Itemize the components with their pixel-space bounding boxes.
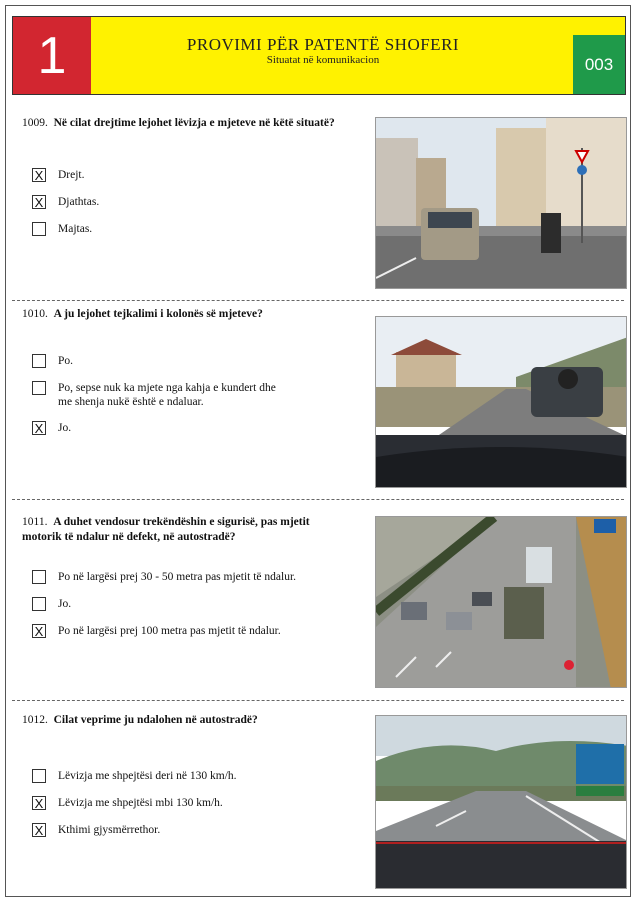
answer-label: Djathtas. (58, 196, 100, 208)
question-text: A ju lejohet tejkalimi i kolonës së mjeteve? (53, 308, 263, 320)
question-1012 (22, 714, 258, 726)
page-code-badge: 003 (573, 35, 625, 94)
answer-label: Jo. (58, 422, 72, 434)
answer-checkbox[interactable]: X (32, 168, 46, 182)
answer-option[interactable] (32, 381, 292, 409)
question-text: Cilat veprime ju ndalohen në autostradë? (53, 714, 258, 726)
section-divider (12, 300, 624, 301)
chapter-number: 1 (13, 17, 91, 94)
answer-option[interactable] (32, 624, 281, 638)
answer-checkbox[interactable] (32, 570, 46, 584)
answer-option[interactable] (32, 421, 71, 435)
answer-label: Drejt. (58, 169, 85, 181)
answer-option[interactable] (32, 597, 71, 611)
answer-option[interactable] (32, 823, 160, 837)
answer-label: Po, sepse nuk ka mjete nga kahja e kundert dhe me shenja nukë është e ndaluar. (58, 382, 276, 408)
answer-checkbox[interactable] (32, 222, 46, 236)
answer-checkbox[interactable] (32, 354, 46, 368)
question-photo-rural-road (375, 316, 627, 488)
answer-option[interactable] (32, 168, 85, 182)
answer-checkbox[interactable]: X (32, 823, 46, 837)
question-photo-city-street (375, 117, 627, 289)
answer-checkbox[interactable] (32, 597, 46, 611)
answer-label: Lëvizja me shpejtësi mbi 130 km/h. (58, 797, 223, 809)
answer-checkbox[interactable] (32, 381, 46, 395)
question-number: 1009. (22, 117, 48, 129)
question-number: 1012. (22, 714, 48, 726)
page-title: PROVIMI PËR PATENTË SHOFERI (186, 35, 460, 54)
answer-option[interactable] (32, 570, 296, 584)
question-1010 (22, 308, 263, 320)
answer-option[interactable] (32, 769, 237, 783)
answer-option[interactable] (32, 796, 223, 810)
answer-label: Po në largësi prej 100 metra pas mjetit të ndalur. (58, 625, 281, 637)
question-photo-highway-signs (375, 715, 627, 889)
question-1009 (22, 117, 335, 129)
question-photo-motorway-breakdown (375, 516, 627, 688)
question-1011 (22, 515, 332, 545)
section-divider (12, 700, 624, 701)
answer-label: Kthimi gjysmërrethor. (58, 824, 161, 836)
page-subtitle: Situatat në komunikacion (266, 54, 380, 66)
question-number: 1011. (22, 516, 48, 528)
page-header (12, 16, 626, 95)
question-number: 1010. (22, 308, 48, 320)
answer-checkbox[interactable] (32, 769, 46, 783)
answer-option[interactable] (32, 222, 92, 236)
answer-option[interactable] (32, 354, 73, 368)
question-text: A duhet vendosur trekëndëshin e sigurisë, pas mjetit motorik të ndalur në defekt, në autostradë? (22, 516, 310, 543)
answer-checkbox[interactable]: X (32, 195, 46, 209)
answer-label: Po. (58, 355, 74, 367)
answer-label: Po në largësi prej 30 - 50 metra pas mjetit të ndalur. (58, 571, 297, 583)
section-divider (12, 499, 624, 500)
answer-label: Jo. (58, 598, 72, 610)
answer-checkbox[interactable]: X (32, 421, 46, 435)
answer-label: Lëvizja me shpejtësi deri në 130 km/h. (58, 770, 237, 782)
answer-option[interactable] (32, 195, 99, 209)
answer-checkbox[interactable]: X (32, 624, 46, 638)
question-text: Në cilat drejtime lejohet lëvizja e mjeteve në këtë situatë? (53, 117, 335, 129)
answer-checkbox[interactable]: X (32, 796, 46, 810)
answer-label: Majtas. (58, 223, 93, 235)
